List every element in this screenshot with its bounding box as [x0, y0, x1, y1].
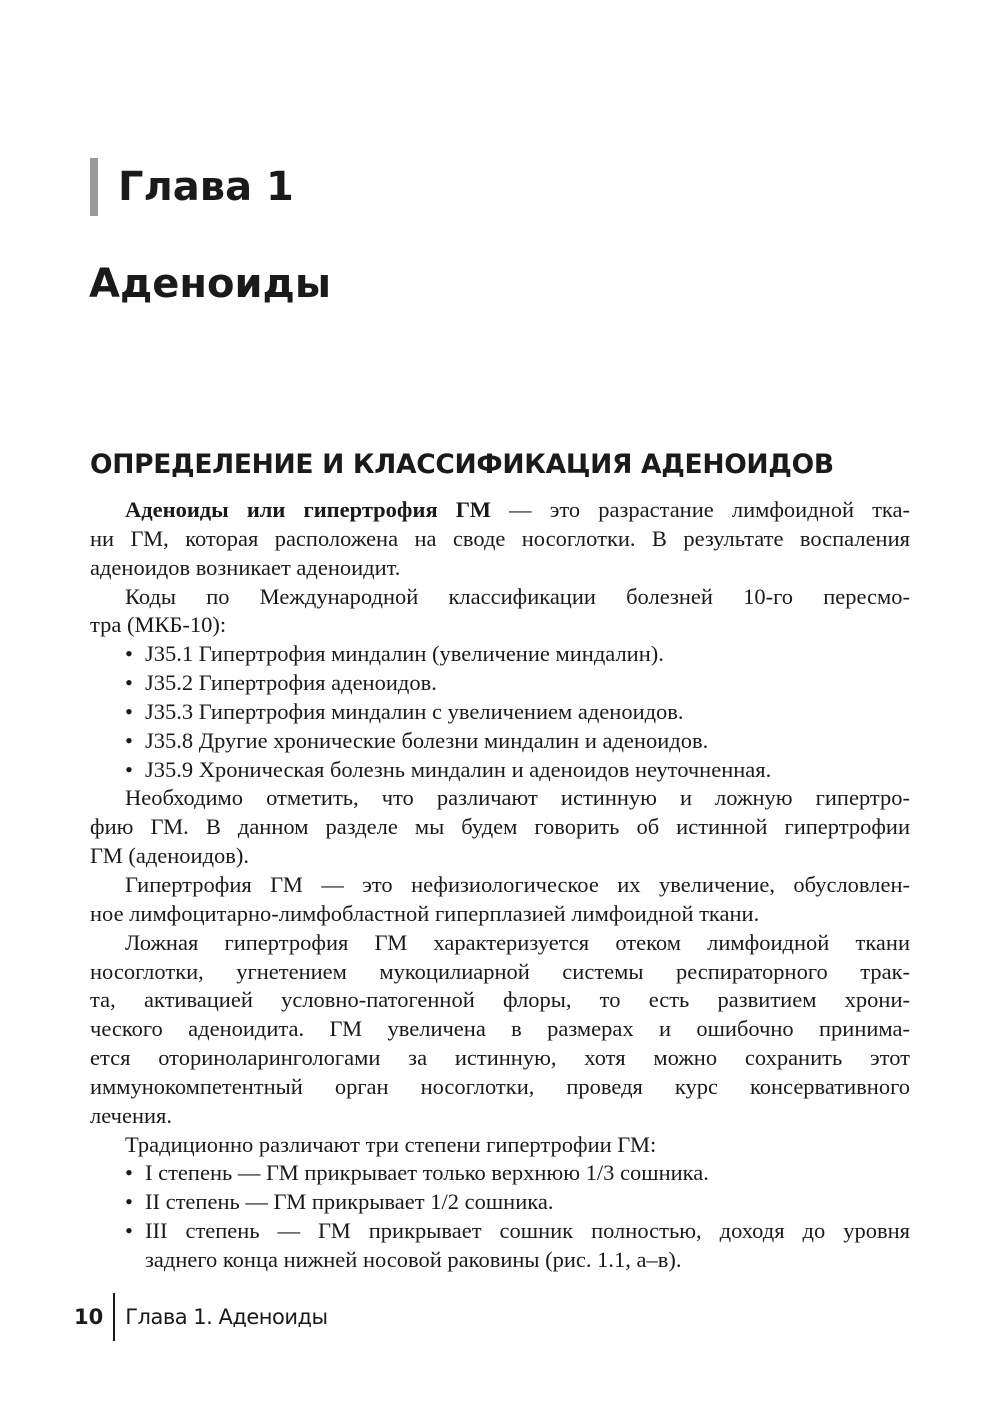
paragraph-line	[90, 611, 910, 640]
line-text: Ложная гипертрофия ГМ характеризуется отеком лимфоидной ткани	[125, 929, 910, 955]
line-text: ное лимфоцитарно-лимфобластной гиперплазией лимфоидной ткани.	[90, 900, 760, 926]
paragraph-line	[90, 958, 910, 987]
paragraph-line	[90, 554, 910, 583]
line-text: Необходимо отметить, что различают истинную и ложную гипертро-	[125, 785, 910, 811]
line-text: III степень — ГМ прикрывает сошник полностью, доходя до уровня	[145, 1218, 910, 1244]
running-title: Глава 1. Аденоиды	[125, 1305, 328, 1329]
paragraph-line	[90, 496, 910, 525]
bullet-icon: •	[125, 1218, 133, 1244]
list-item	[90, 1188, 910, 1217]
line-text: Коды по Международной классификации болезней 10-го пересмо-	[125, 583, 910, 609]
line-text: иммунокомпетентный орган носоглотки, проведя курс консервативного	[90, 1073, 910, 1099]
line-text: ется оториноларингологами за истинную, хотя можно сохранить этот	[90, 1045, 910, 1071]
line-text: J35.3 Гипертрофия миндалин с увеличением аденоидов.	[145, 698, 684, 724]
list-item	[90, 1246, 910, 1275]
paragraph-line	[90, 929, 910, 958]
term-bold: Аденоиды или гипертрофия ГМ	[125, 497, 491, 522]
chapter-label: Глава 1	[90, 158, 294, 216]
line-text: J35.2 Гипертрофия аденоидов.	[145, 670, 437, 696]
line-text: фию ГМ. В данном разделе мы будем говорить об истинной гипертрофии	[90, 814, 910, 840]
line-text: II степень — ГМ прикрывает 1/2 сошника.	[145, 1189, 554, 1215]
list-item	[90, 698, 910, 727]
paragraph-line	[90, 1015, 910, 1044]
paragraph-line	[90, 842, 910, 871]
bullet-icon: •	[125, 698, 133, 724]
line-text: носоглотки, угнетением мукоцилиарной системы респираторного трак-	[90, 958, 910, 984]
paragraph-line	[90, 525, 910, 554]
paragraph-line	[90, 986, 910, 1015]
paragraph-line	[90, 1044, 910, 1073]
line-text: J35.9 Хроническая болезнь миндалин и аденоидов неуточненная.	[145, 756, 772, 782]
line-text: тра (МКБ-10):	[90, 612, 227, 638]
page-number: 10	[74, 1305, 104, 1329]
line-text: ГМ (аденоидов).	[90, 843, 250, 869]
list-item	[90, 669, 910, 698]
list-item	[90, 640, 910, 669]
line-text: Гипертрофия ГМ — это нефизиологическое их увеличение, обусловлен-	[125, 871, 910, 897]
bullet-icon: •	[125, 641, 133, 667]
bullet-icon: •	[125, 727, 133, 753]
line-text: J35.1 Гипертрофия миндалин (увеличение миндалин).	[145, 641, 664, 667]
line-text: Традиционно различают три степени гипертрофии ГМ:	[125, 1131, 657, 1157]
list-item	[90, 1159, 910, 1188]
bullet-icon: •	[125, 1189, 133, 1215]
line-text: — это разрастание лимфоидной тка-	[491, 497, 911, 522]
line-text: J35.8 Другие хронические болезни миндалин и аденоидов.	[145, 727, 709, 753]
line-text: ни ГМ, которая расположена на своде носоглотки. В результате воспаления	[90, 525, 910, 551]
line-text: аденоидов возникает аденоидит.	[90, 554, 401, 580]
line-text: лечения.	[90, 1102, 173, 1128]
paragraph-line	[90, 900, 910, 929]
section-heading: ОПРЕДЕЛЕНИЕ И КЛАССИФИКАЦИЯ АДЕНОИДОВ	[90, 449, 834, 480]
chapter-title: Аденоиды	[89, 261, 332, 307]
line-text: ческого аденоидита. ГМ увеличена в размерах и ошибочно принима-	[90, 1016, 910, 1042]
paragraph-line	[90, 784, 910, 813]
line-text: I степень — ГМ прикрывает только верхнюю 1/3 сошника.	[145, 1160, 709, 1186]
paragraph-line	[90, 813, 910, 842]
list-item	[90, 756, 910, 785]
bullet-icon: •	[125, 756, 133, 782]
paragraph-line	[90, 1131, 910, 1160]
bullet-icon: •	[125, 1160, 133, 1186]
body-text	[90, 496, 910, 1275]
paragraph-line	[90, 871, 910, 900]
list-item	[90, 1217, 910, 1246]
paragraph-line	[90, 583, 910, 612]
line-text: заднего конца нижней носовой раковины (рис. 1.1, а–в).	[145, 1246, 682, 1272]
line-text: та, активацией условно-патогенной флоры, то есть развитием хрони-	[90, 987, 910, 1013]
paragraph-line	[90, 1102, 910, 1131]
footer-divider	[113, 1293, 115, 1341]
bullet-icon: •	[125, 670, 133, 696]
list-item	[90, 727, 910, 756]
paragraph-line	[90, 1073, 910, 1102]
page-footer	[74, 1293, 328, 1341]
